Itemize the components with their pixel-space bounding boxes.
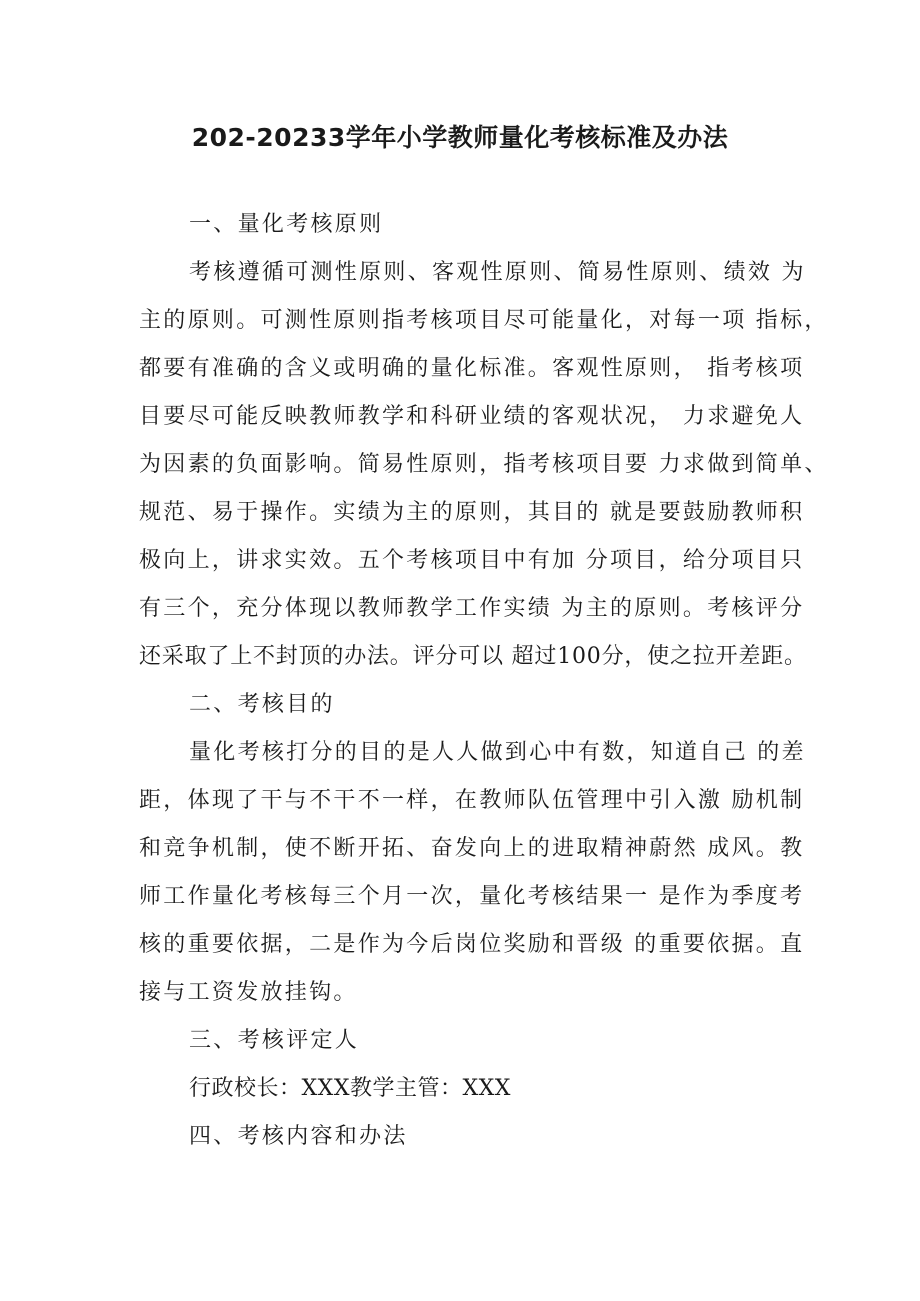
paragraph-line: 距，体现了干与不干不一样，在教师队伍管理中引入激 励机制: [139, 788, 805, 813]
paragraph-line: 考核遵循可测性原则、客观性原则、简易性原则、绩效 为: [189, 260, 806, 285]
paragraph-line: 和竞争机制，使不断开拓、奋发向上的进取精神蔚然 成风。教: [139, 836, 805, 861]
section-heading-2: 二、考核目的: [189, 692, 335, 717]
section-heading-3: 三、考核评定人: [189, 1028, 360, 1053]
paragraph-line: 为因素的负面影响。简易性原则，指考核项目要 力求做到简单、: [139, 452, 829, 477]
paragraph-line: 目要尽可能反映教师教学和科研业绩的客观状况， 力求避免人: [139, 404, 805, 429]
paragraph-line: 主的原则。可测性原则指考核项目尽可能量化，对每一项 指标，: [139, 308, 829, 333]
paragraph-line: 师工作量化考核每三个月一次，量化考核结果一 是作为季度考: [139, 884, 805, 909]
paragraph-line: 极向上，讲求实效。五个考核项目中有加 分项目，给分项目只: [139, 548, 805, 573]
paragraph-line: 核的重要依据，二是作为今后岗位奖励和晋级 的重要依据。直: [139, 932, 805, 957]
paragraph-line: 都要有准确的含义或明确的量化标准。客观性原则， 指考核项: [139, 356, 805, 381]
paragraph-line: 量化考核打分的目的是人人做到心中有数，知道自己 的差: [189, 740, 806, 765]
paragraph-line: 有三个，充分体现以教师教学工作实绩 为主的原则。考核评分: [139, 596, 805, 621]
paragraph-line: 还采取了上不封顶的办法。评分可以 超过100分，使之拉开差距。: [139, 644, 807, 669]
paragraph-line: 接与工资发放挂钩。: [139, 980, 358, 1005]
paragraph-line: 行政校长：XXX教学主管：XXX: [189, 1076, 511, 1101]
document-title: 202-20233学年小学教师量化考核标准及办法: [191, 123, 729, 152]
section-heading-4: 四、考核内容和办法: [189, 1124, 408, 1149]
paragraph-line: 规范、易于操作。实绩为主的原则，其目的 就是要鼓励教师积: [139, 500, 805, 525]
section-heading-1: 一、量化考核原则: [189, 212, 384, 237]
